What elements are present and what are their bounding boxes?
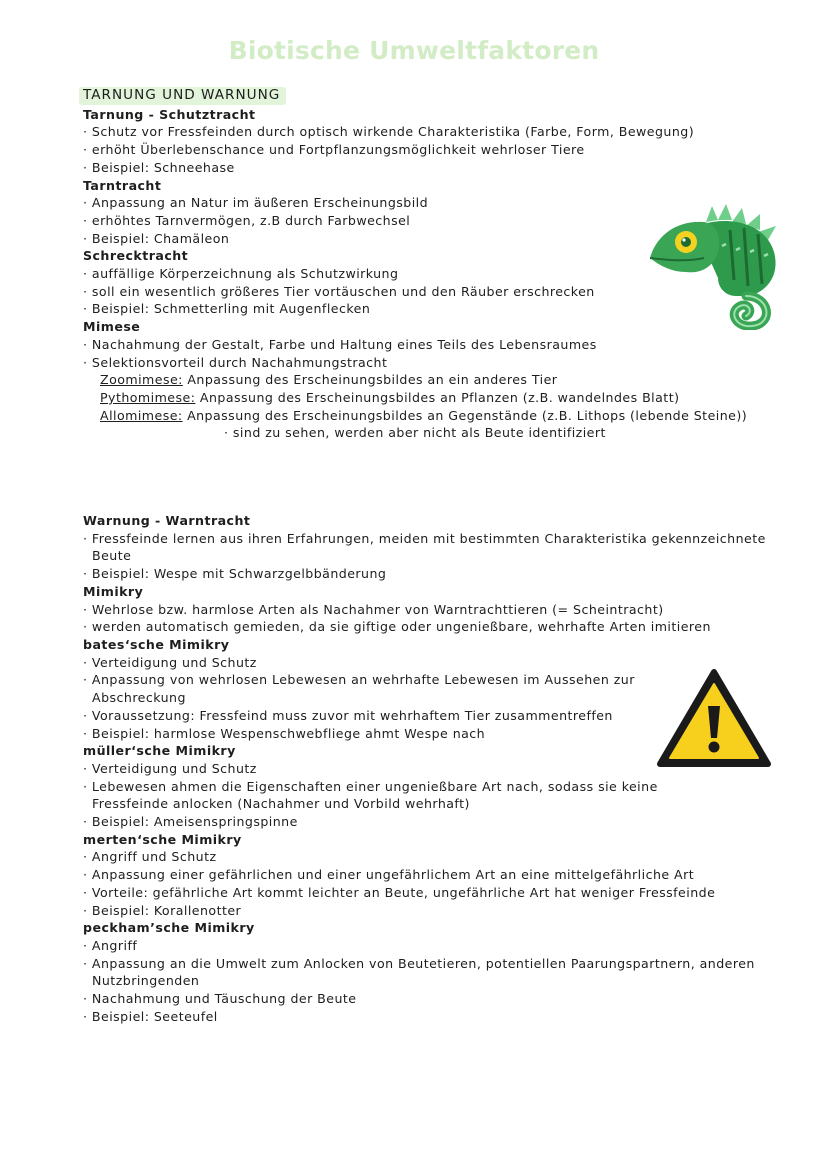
bullet-item: · Anpassung einer gefährlichen und einer ungefährlichem Art an eine mittelgefährliche Art [83, 867, 695, 883]
bullet-item: · Nachahmung und Täuschung der Beute [83, 991, 357, 1007]
bullet-item: · Nachahmung der Gestalt, Farbe und Haltung eines Teils des Lebensraumes [83, 336, 597, 352]
bullet-item: · Beispiel: Korallenotter [83, 902, 242, 918]
bullet-item: · erhöht Überlebenschance und Fortpflanzungsmöglichkeit wehrloser Tiere [83, 142, 585, 158]
mimese-type: Zoomimese: Anpassung des Erscheinungsbildes an ein anderes Tier [100, 372, 558, 388]
warning-sign-icon [656, 668, 772, 770]
heading-mimikry: Mimikry [83, 583, 144, 599]
heading-peckham: peckham’sche Mimikry [83, 920, 255, 936]
page-title: Biotische Umweltfaktoren [228, 36, 600, 65]
bullet-item: · Anpassung an die Umwelt zum Anlocken von Beutetieren, potentiellen Paarungspartnern, anderen Nutzbringenden [83, 955, 755, 989]
heading-tarntracht: Tarntracht [83, 177, 162, 193]
bullet-item: · soll ein wesentlich größeres Tier vortäuschen und den Räuber erschrecken [83, 283, 595, 299]
bullet-item: · Verteidigung und Schutz [83, 760, 257, 776]
bullet-item: · Voraussetzung: Fressfeind muss zuvor mit wehrhaftem Tier zusammentreffen [83, 707, 613, 723]
bullet-item: · Beispiel: Schmetterling mit Augenflecken [83, 301, 371, 317]
heading-warnung: Warnung - Warntracht [83, 513, 251, 529]
term-label: Allomimese: [100, 407, 183, 423]
bullet-item: · Vorteile: gefährliche Art kommt leichter an Beute, ungefährliche Art hat weniger Fressfeinde [83, 884, 716, 900]
heading-schrecktracht: Schrecktracht [83, 248, 189, 264]
bullet-item: · Fressfeinde lernen aus ihren Erfahrungen, meiden mit bestimmten Charakteristika gekennzeichnete Beute [83, 530, 766, 564]
bullet-item: · Beispiel: Schneehase [83, 159, 235, 175]
bullet-item: · Schutz vor Fressfeinden durch optisch wirkende Charakteristika (Farbe, Form, Bewegung) [83, 124, 695, 140]
bullet-item: · Angriff [83, 937, 138, 953]
term-label: Zoomimese: [100, 372, 183, 388]
bullet-item: · Beispiel: harmlose Wespenschwebfliege ahmt Wespe nach [83, 725, 486, 741]
bullet-item: · Lebewesen ahmen die Eigenschaften einer ungenießbare Art nach, sodass sie keine Fressfeinde anlocken (Nachahmer und Vorbild wehrhaft) [83, 778, 658, 812]
heading-mueller: müller‘sche Mimikry [83, 743, 236, 759]
bullet-item: · Beispiel: Wespe mit Schwarzgelbbänderung [83, 566, 387, 582]
bullet-item: · Anpassung von wehrlosen Lebewesen an wehrhafte Lebewesen im Aussehen zur Abschreckung [83, 672, 635, 706]
bullet-item: · Beispiel: Chamäleon [83, 230, 230, 246]
section-heading: TARNUNG UND WARNUNG [79, 87, 286, 105]
heading-tarnung: Tarnung - Schutztracht [83, 106, 256, 122]
bullet-item: · Wehrlose bzw. harmlose Arten als Nachahmer von Warntrachttieren (= Scheintracht) [83, 601, 664, 617]
mimese-type: Allomimese: Anpassung des Erscheinungsbildes an Gegenstände (z.B. Lithops (lebende Steine)) [100, 407, 748, 423]
heading-merten: merten‘sche Mimikry [83, 831, 242, 847]
chameleon-icon [646, 200, 782, 330]
bullet-item: · Beispiel: Ameisenspringspinne [83, 814, 298, 830]
heading-mimese: Mimese [83, 319, 141, 335]
bullet-item: · Beispiel: Seeteufel [83, 1008, 218, 1024]
bullet-item: · Selektionsvorteil durch Nachahmungstracht [83, 354, 388, 370]
bullet-item: · werden automatisch gemieden, da sie giftige oder ungenießbare, wehrhafte Arten imitieren [83, 619, 711, 635]
mimese-type: Pythomimese: Anpassung des Erscheinungsbildes an Pflanzen (z.B. wandelndes Blatt) [100, 389, 680, 405]
bullet-item: · sind zu sehen, werden aber nicht als Beute identifiziert [224, 425, 606, 441]
heading-bates: bates‘sche Mimikry [83, 636, 230, 652]
bullet-item: · Angriff und Schutz [83, 849, 217, 865]
bullet-item: · Anpassung an Natur im äußeren Erscheinungsbild [83, 195, 429, 211]
term-label: Pythomimese: [100, 389, 196, 405]
bullet-item: · auffällige Körperzeichnung als Schutzwirkung [83, 266, 399, 282]
bullet-item: · Verteidigung und Schutz [83, 654, 257, 670]
bullet-item: · erhöhtes Tarnvermögen, z.B durch Farbwechsel [83, 212, 411, 228]
